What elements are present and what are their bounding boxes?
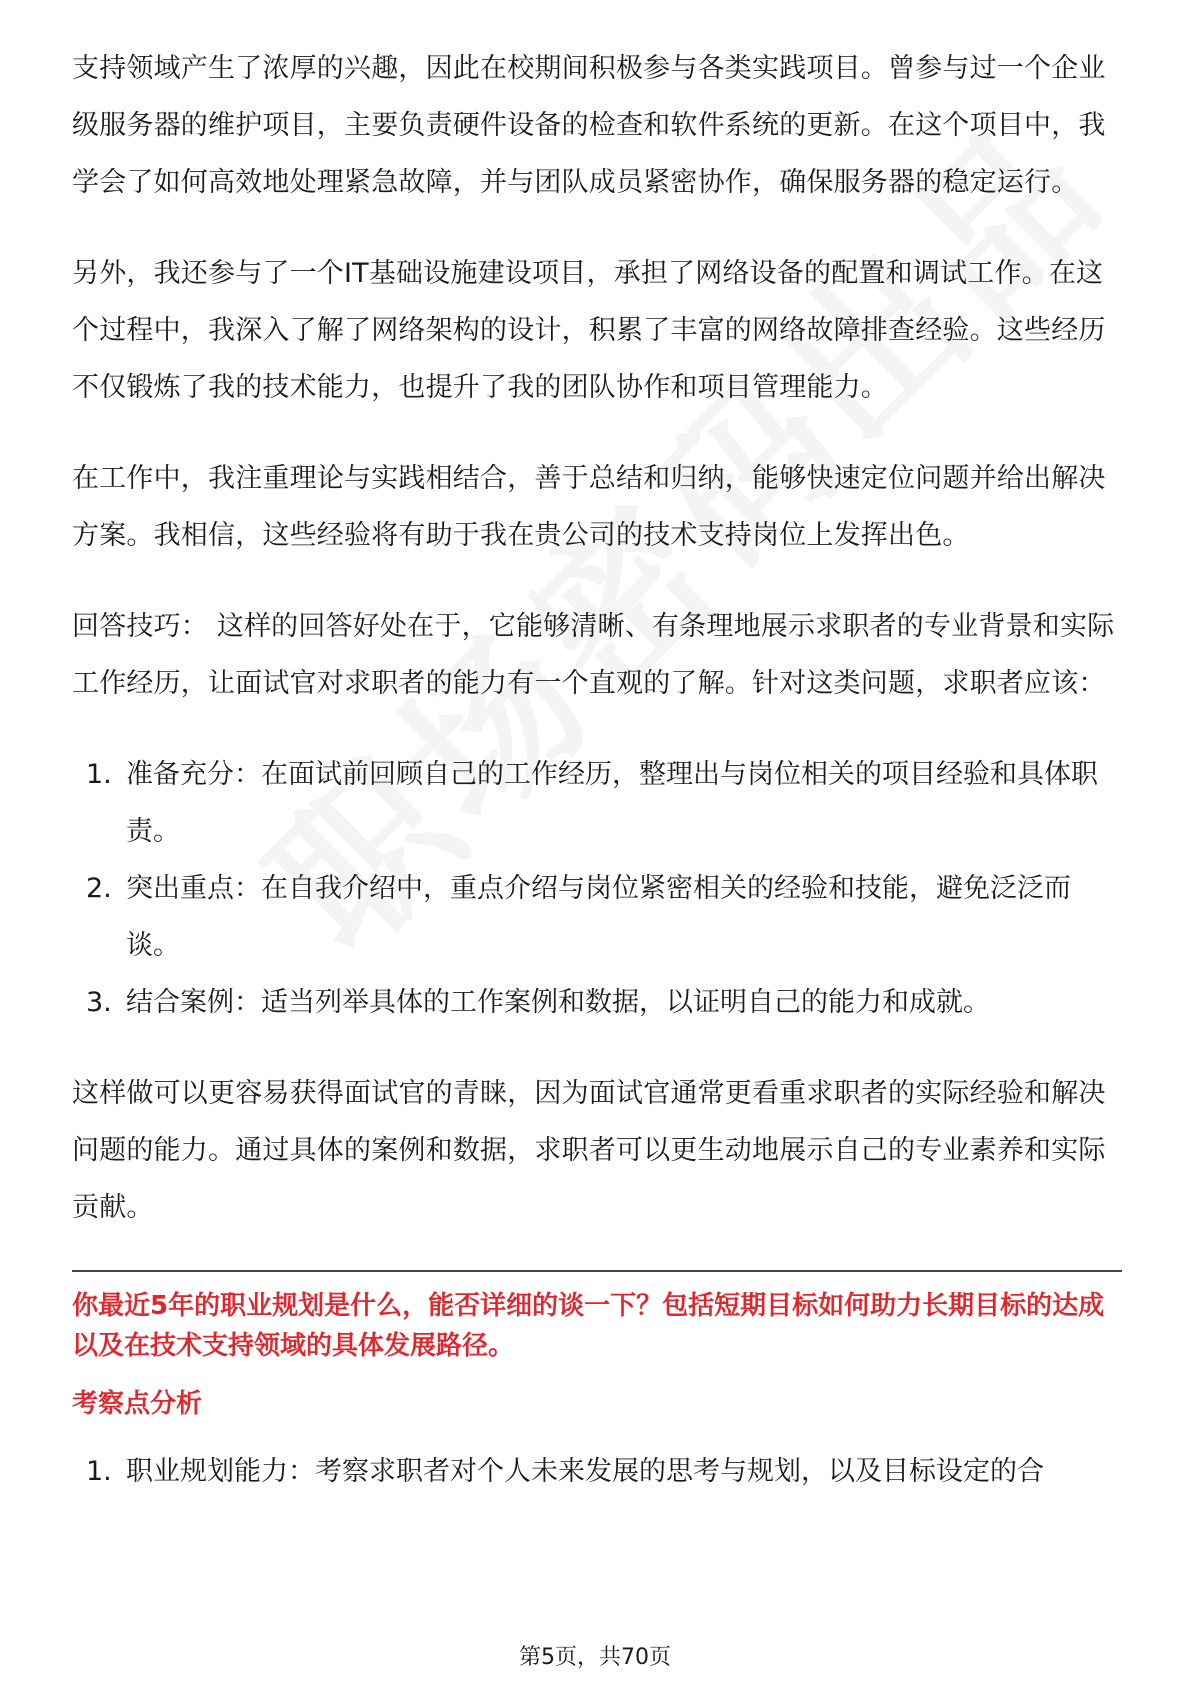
closing-paragraph: 这样做可以更容易获得面试官的青睐，因为面试官通常更看重求职者的实际经验和解决问题的能力。通过具体的案例和数据，求职者可以更生动地展示自己的专业素养和实际贡献。	[72, 1078, 1106, 1223]
tips-list-item	[72, 746, 1122, 860]
list-number: 1.	[86, 1456, 112, 1487]
tips-list	[72, 746, 1122, 1031]
paragraph-3: 在工作中，我注重理论与实践相结合，善于总结和归纳，能够快速定位问题并给出解决方案。我相信，这些经验将有助于我在贵公司的技术支持岗位上发挥出色。	[72, 463, 1106, 551]
list-item-text: 突出重点：在自我介绍中，重点介绍与岗位紧密相关的经验和技能，避免泛泛而谈。	[126, 873, 1071, 961]
analysis-heading: 考察点分析	[72, 1389, 203, 1419]
tips-list-item	[72, 860, 1122, 974]
list-item-text: 职业规划能力：考察求职者对个人未来发展的思考与规划，以及目标设定的合	[126, 1456, 1044, 1487]
page-footer: 第5页，共70页	[519, 1645, 671, 1670]
list-number: 1.	[86, 759, 112, 790]
tips-list-item	[72, 974, 1122, 1031]
paragraph-2: 另外，我还参与了一个IT基础设施建设项目，承担了网络设备的配置和调试工作。在这个过程中，我深入了解了网络架构的设计，积累了丰富的网络故障排查经验。这些经历不仅锻炼了我的技术能力，也提升了我的团队协作和项目管理能力。	[72, 258, 1106, 403]
list-item-text: 准备充分：在面试前回顾自己的工作经历，整理出与岗位相关的项目经验和具体职责。	[126, 759, 1098, 847]
list-number: 3.	[86, 987, 112, 1018]
list-number: 2.	[86, 873, 112, 904]
section-divider	[72, 1270, 1122, 1272]
interview-question: 你最近5年的职业规划是什么，能否详细的谈一下？包括短期目标如何助力长期目标的达成以及在技术支持领域的具体发展路径。	[72, 1291, 1105, 1361]
page-content	[72, 40, 1122, 1498]
answer-tips-paragraph: 回答技巧： 这样的回答好处在于，它能够清晰、有条理地展示求职者的专业背景和实际工作经历，让面试官对求职者的能力有一个直观的了解。针对这类问题，求职者应该：	[72, 611, 1115, 699]
analysis-list-item	[72, 1446, 1122, 1498]
paragraph-1: 支持领域产生了浓厚的兴趣，因此在校期间积极参与各类实践项目。曾参与过一个企业级服务器的维护项目，主要负责硬件设备的检查和软件系统的更新。在这个项目中，我学会了如何高效地处理紧急故障，并与团队成员紧密协作，确保服务器的稳定运行。	[72, 53, 1106, 198]
analysis-list	[72, 1446, 1122, 1498]
list-item-text: 结合案例：适当列举具体的工作案例和数据，以证明自己的能力和成就。	[126, 987, 990, 1018]
